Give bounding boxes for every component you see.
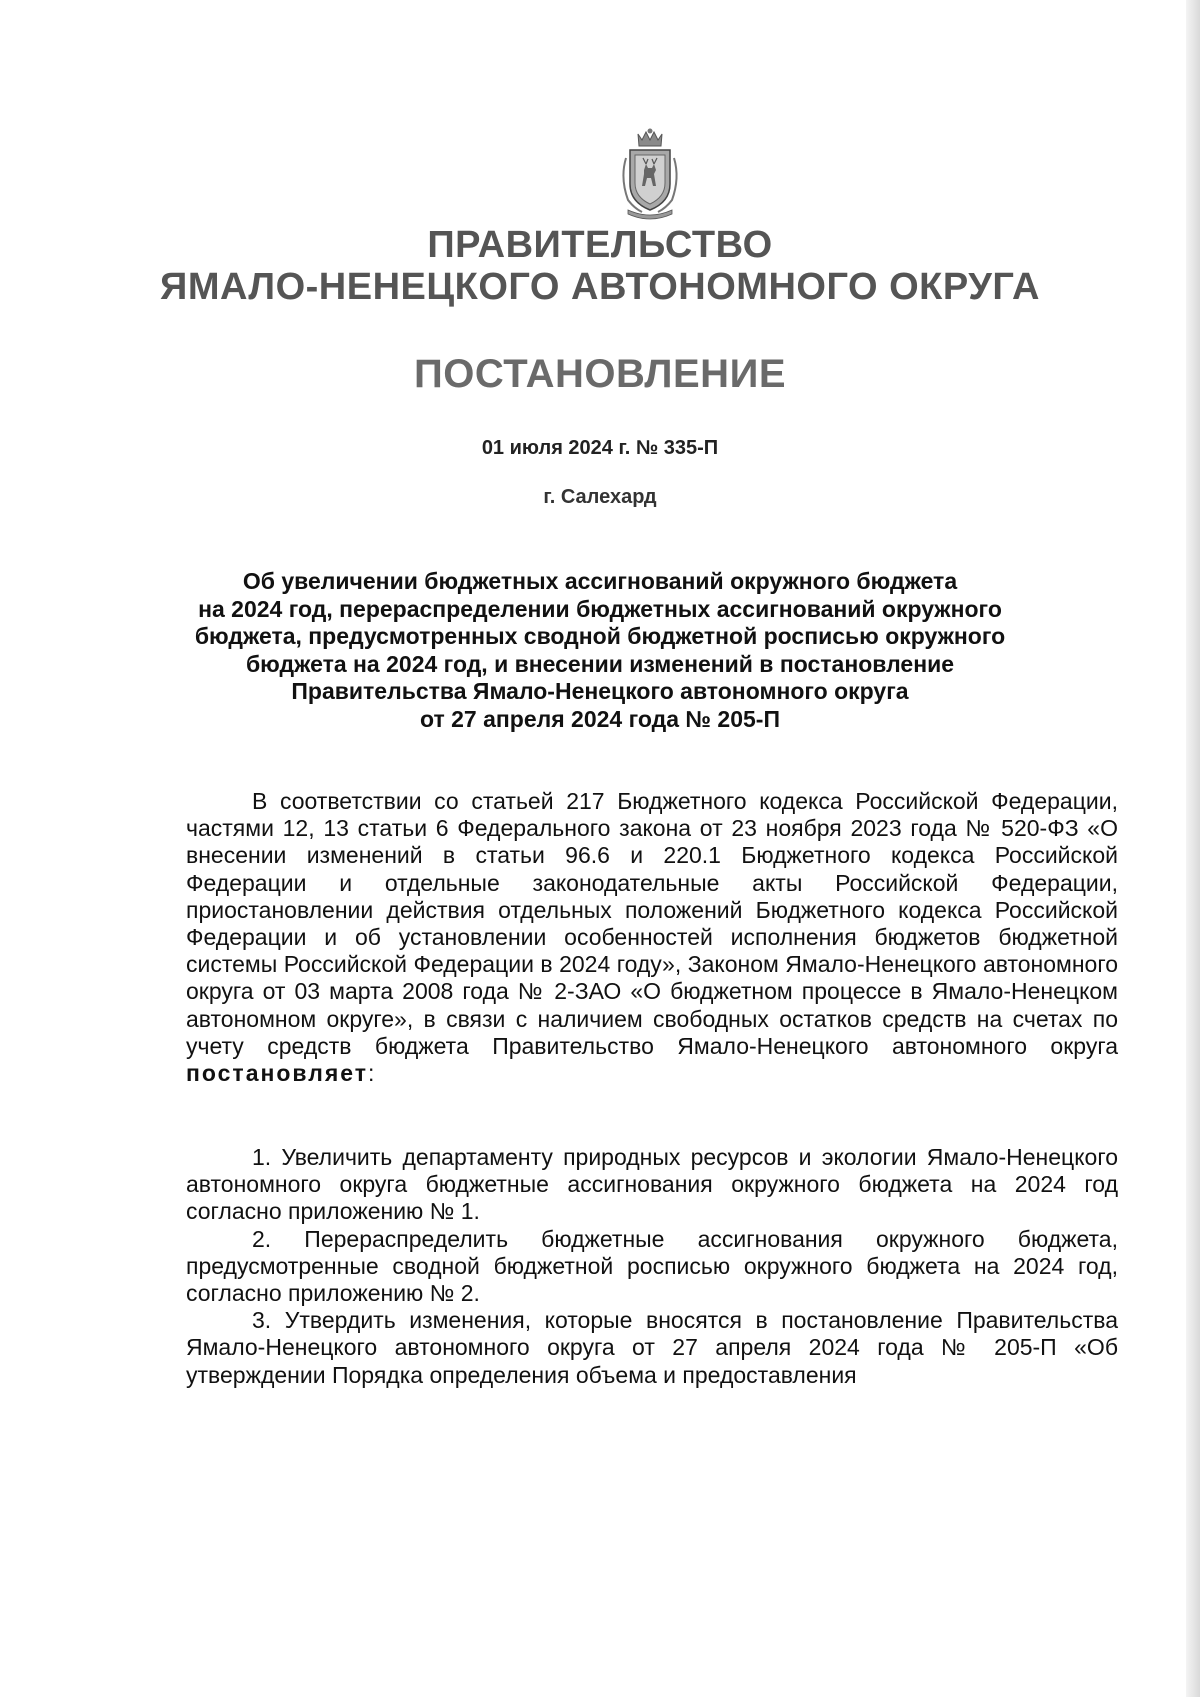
heading-line: Правительства Ямало-Ненецкого автономного округа	[291, 678, 909, 704]
decree-word: постановляет	[186, 1060, 369, 1087]
preamble-text: В соответствии со статьей 217 Бюджетного кодекса Российской Федерации, частями 12, 13 статьи 6 Федерального закона от 23 ноября 2023 года № 520-ФЗ «О внесении изменений в статьи 96.6 и 220.1 Бюджетного кодекса Российской Федерации и отдельные законодательные акты Российской Федерации, приостановлении действия отдельных положений Бюджетного кодекса Российской Федерации и об установлении особенностей исполнения бюджетов бюджетной системы Российской Федерации в 2024 году», Законом Ямало-Ненецкого автономного округа от 03 марта 2008 года № 2-ЗАО «О бюджетном процессе в Ямало-Ненецком автономном округе», в связи с наличием свободных остатков средств на счетах по учету средств бюджета Правительство Ямало-Ненецкого автономного округа	[186, 788, 1118, 1059]
document-city: г. Салехард	[543, 486, 657, 508]
heading-line: бюджета на 2024 год, и внесении изменений в постановление	[245, 650, 955, 677]
government-title-line1: ПРАВИТЕЛЬСТВО	[427, 224, 773, 266]
document-type-title: ПОСТАНОВЛЕНИЕ	[413, 352, 786, 396]
document-heading	[150, 568, 1050, 733]
government-title-line2: ЯМАЛО-НЕНЕЦКОГО АВТОНОМНОГО ОКРУГА	[160, 266, 1040, 308]
decree-item-3: 3. Утвердить изменения, которые вносятся в постановление Правительства Ямало-Ненецкого автономного округа от 27 апреля 2024 года № 205-П «Об утверждении Порядка определения объема и предоставления	[186, 1307, 1118, 1388]
heading-line: от 27 апреля 2024 года № 205-П	[419, 705, 780, 732]
decree-item-2: 2. Перераспределить бюджетные ассигнования окружного бюджета, предусмотренные сводной бюджетной росписью окружного бюджета на 2024 год, согласно приложению № 2.	[186, 1225, 1118, 1307]
coat-of-arms-emblem	[616, 128, 684, 220]
decree-item-1: 1. Увеличить департаменту природных ресурсов и экологии Ямало-Ненецкого автономного округа бюджетные ассигнования окружного бюджета на 2024 год согласно приложению № 1.	[186, 1144, 1118, 1225]
document-date-number: 01 июля 2024 г. № 335-П	[481, 437, 719, 459]
decree-colon: :	[368, 1060, 375, 1087]
heading-line: на 2024 год, перераспределении бюджетных ассигнований окружного	[198, 595, 1002, 622]
preamble-paragraph	[186, 788, 1118, 1087]
decree-items	[186, 1144, 1118, 1389]
heading-line: бюджета, предусмотренных сводной бюджетной росписью окружного	[194, 623, 1006, 649]
heading-line: Об увеличении бюджетных ассигнований окружного бюджета	[242, 568, 958, 594]
